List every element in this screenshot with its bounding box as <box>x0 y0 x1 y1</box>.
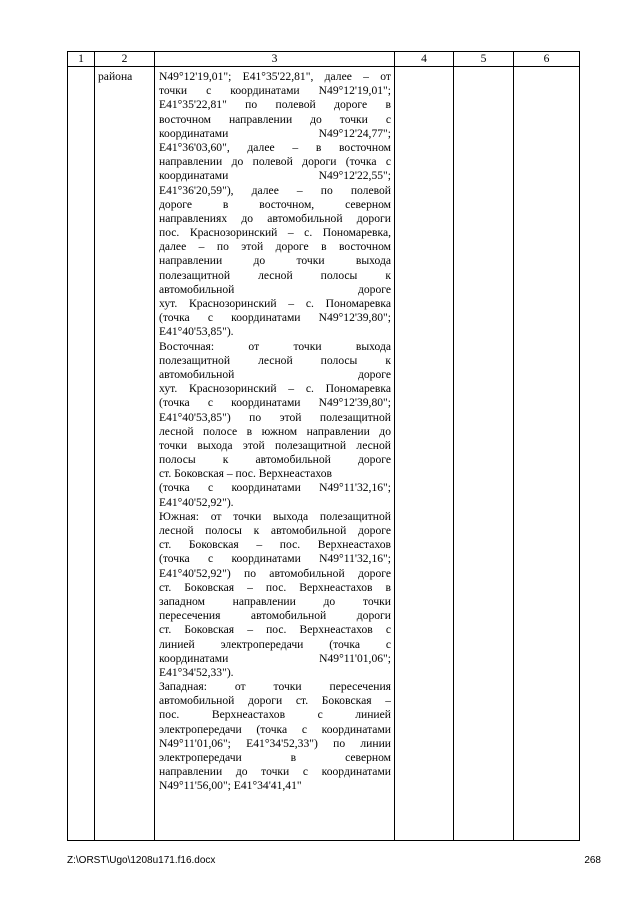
description-line: пересечения автомобильной дороги <box>159 609 391 623</box>
cell-col3-description <box>155 67 395 841</box>
description-line: ст. Боковская – пос. Верхнеастахов <box>159 538 391 552</box>
cell-col1 <box>68 67 95 841</box>
column-header-5: 5 <box>454 52 514 67</box>
description-line: N49°12'19,01"; E41°35'22,81", далее – от <box>159 70 391 83</box>
description-line: (точка с координатами N49°12'39,80"; <box>159 396 391 410</box>
description-line: электропередачи (точка с координатами <box>159 722 391 736</box>
cell-col2: района <box>95 67 155 841</box>
description-line: координатами N49°12'22,55"; <box>159 169 391 183</box>
boundary-table <box>67 51 580 841</box>
description-line: полезащитной лесной полосы к <box>159 268 391 282</box>
description-line: N49°11'56,00"; E41°34'41,41" <box>159 779 302 793</box>
cell-col6 <box>514 67 580 841</box>
column-header-1: 1 <box>68 52 95 67</box>
description-line: координатами N49°11'01,06"; <box>159 651 391 665</box>
description-line: ст. Боковская – пос. Верхнеастахов с <box>159 623 391 637</box>
description-line: E41°35'22,81" по полевой дороге в <box>159 98 391 112</box>
description-line: пос. Краснозоринский – с. Пономаревка, <box>159 226 391 240</box>
description-line: направлении до точки с координатами <box>159 765 391 779</box>
description-line: E41°40'53,85") по этой полезащитной <box>159 410 391 424</box>
description-line: E41°36'20,59"), далее – по полевой <box>159 183 391 197</box>
description-line: (точка с координатами N49°12'39,80"; <box>159 311 391 325</box>
description-line: лесной полосе в южном направлении до <box>159 424 391 438</box>
description-line: точки выхода этой полезащитной лесной <box>159 438 391 452</box>
description-line: N49°11'01,06"; E41°34'52,33") по линии <box>159 736 391 750</box>
description-line: направлениях до автомобильной дороги <box>159 211 391 225</box>
description-line: ст. Боковская – пос. Верхнеастахов <box>159 467 332 481</box>
description-line: полосы к автомобильной дороге <box>159 453 391 467</box>
column-header-2: 2 <box>95 52 155 67</box>
footer-file-path: Z:\ORST\Ugo\1208u171.f16.docx <box>67 855 216 866</box>
description-line: E41°36'03,60", далее – в восточном <box>159 140 391 154</box>
cell-col4 <box>395 67 454 841</box>
description-line: восточном направлении до точки с <box>159 112 391 126</box>
column-header-4: 4 <box>395 52 454 67</box>
description-line: автомобильной дороге <box>159 282 391 296</box>
description-line: западном направлении до точки <box>159 594 391 608</box>
description-line: ст. Боковская – пос. Верхнеастахов в <box>159 580 391 594</box>
description-line: полезащитной лесной полосы к <box>159 353 391 367</box>
description-line: направлении до полевой дороги (точка с <box>159 155 391 169</box>
description-line: хут. Краснозоринский – с. Пономаревка <box>159 382 391 396</box>
description-line: хут. Краснозоринский – с. Пономаревка <box>159 297 391 310</box>
description-line: (точка с координатами N49°11'32,16"; <box>159 552 391 566</box>
table-row <box>68 67 580 841</box>
description-line: автомобильной дороге <box>159 367 391 381</box>
description-line: автомобильной дороги ст. Боковская – <box>159 694 391 708</box>
description-line: Западная: от точки пересечения <box>159 680 391 694</box>
description-line: Восточная: от точки выхода <box>159 339 391 353</box>
description-line: Южная: от точки выхода полезащитной <box>159 509 391 523</box>
description-line: электропередачи в северном <box>159 751 391 764</box>
description-line: лесной полосы к автомобильной дороге <box>159 524 391 537</box>
description-line: точки с координатами N49°12'19,01"; <box>159 84 391 98</box>
description-line: (точка с координатами N49°11'32,16"; <box>159 481 391 495</box>
column-header-3: 3 <box>155 52 395 67</box>
description-line: координатами N49°12'24,77"; <box>159 126 391 140</box>
description-line: E41°34'52,33"). <box>159 665 234 679</box>
description-line: далее – по этой дороге в восточном <box>159 240 391 254</box>
cell-col5 <box>454 67 514 841</box>
description-line: линией электропередачи (точка с <box>159 637 391 651</box>
description-line: E41°40'52,92") по автомобильной дороге <box>159 566 391 580</box>
description-line: E41°40'53,85"). <box>159 325 234 339</box>
column-header-6: 6 <box>514 52 580 67</box>
description-line: E41°40'52,92"). <box>159 495 234 509</box>
description-line: направлении до точки выхода <box>159 254 391 268</box>
description-line: дороге в восточном, северном <box>159 197 391 211</box>
table-header-row <box>68 52 580 67</box>
footer-page-number: 268 <box>584 855 601 866</box>
description-line: пос. Верхнеастахов с линией <box>159 708 391 722</box>
